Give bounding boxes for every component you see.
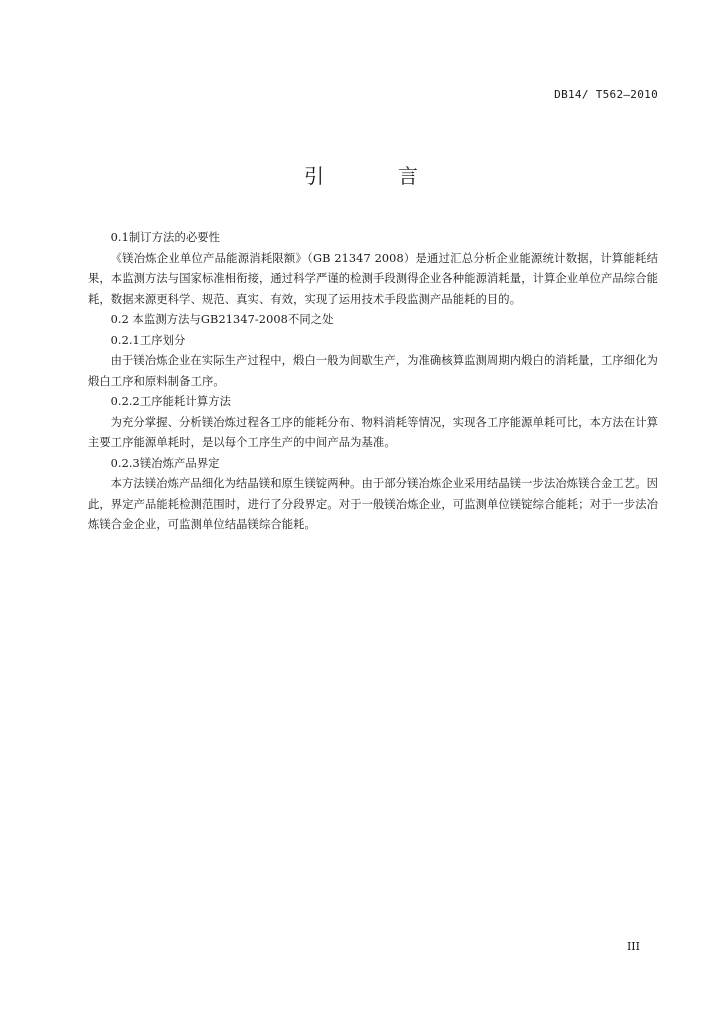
title-char-2: 言 bbox=[398, 164, 420, 188]
paragraph-necessity: 《镁冶炼企业单位产品能源消耗限额》（GB 21347 2008）是通过汇总分析企业能源统计数据，计算能耗结果，本监测方法与国家标准相衔接，通过科学严谨的检测手段测得企业各种能源消耗量，计算企业单位产品综合能耗，数据来源更科学、规范、真实、有效，实现了运用技术手段监测产品能耗的目的。 bbox=[88, 251, 658, 306]
section-heading-0-1: 0.1制订方法的必要性 bbox=[110, 231, 221, 244]
page-number: III bbox=[626, 940, 640, 953]
title-char-1: 引 bbox=[304, 164, 326, 188]
section-heading-0-2-3: 0.2.3镁冶炼产品界定 bbox=[110, 456, 220, 470]
section-heading-0-2-1: 0.2.1工序划分 bbox=[110, 333, 186, 347]
standard-code: DB14/ T562—2010 bbox=[554, 88, 658, 101]
paragraph-product-definition: 本方法镁冶炼产品细化为结晶镁和原生镁锭两种。由于部分镁冶炼企业采用结晶镁一步法冶炼镁合金工艺。因此，界定产品能耗检测范围时，进行了分段界定。对于一般镁冶炼企业，可监测单位镁锭综合能耗；对于一步法冶炼镁合金企业，可监测单位结晶镁综合能耗。 bbox=[88, 477, 658, 531]
page-title bbox=[0, 160, 724, 189]
body-text bbox=[88, 228, 658, 536]
paragraph-process-division: 由于镁冶炼企业在实际生产过程中，煅白一般为间歇生产，为准确核算监测周期内煅白的消耗量，工序细化为煅白工序和原料制备工序。 bbox=[88, 354, 658, 388]
section-heading-0-2-2: 0.2.2工序能耗计算方法 bbox=[110, 395, 232, 408]
section-heading-0-2: 0.2 本监测方法与GB21347-2008不同之处 bbox=[110, 313, 334, 326]
paragraph-calculation-method: 为充分掌握、分析镁冶炼过程各工序的能耗分布、物料消耗等情况，实现各工序能源单耗可比，本方法在计算主要工序能源单耗时，是以每个工序生产的中间产品为基准。 bbox=[88, 415, 658, 449]
